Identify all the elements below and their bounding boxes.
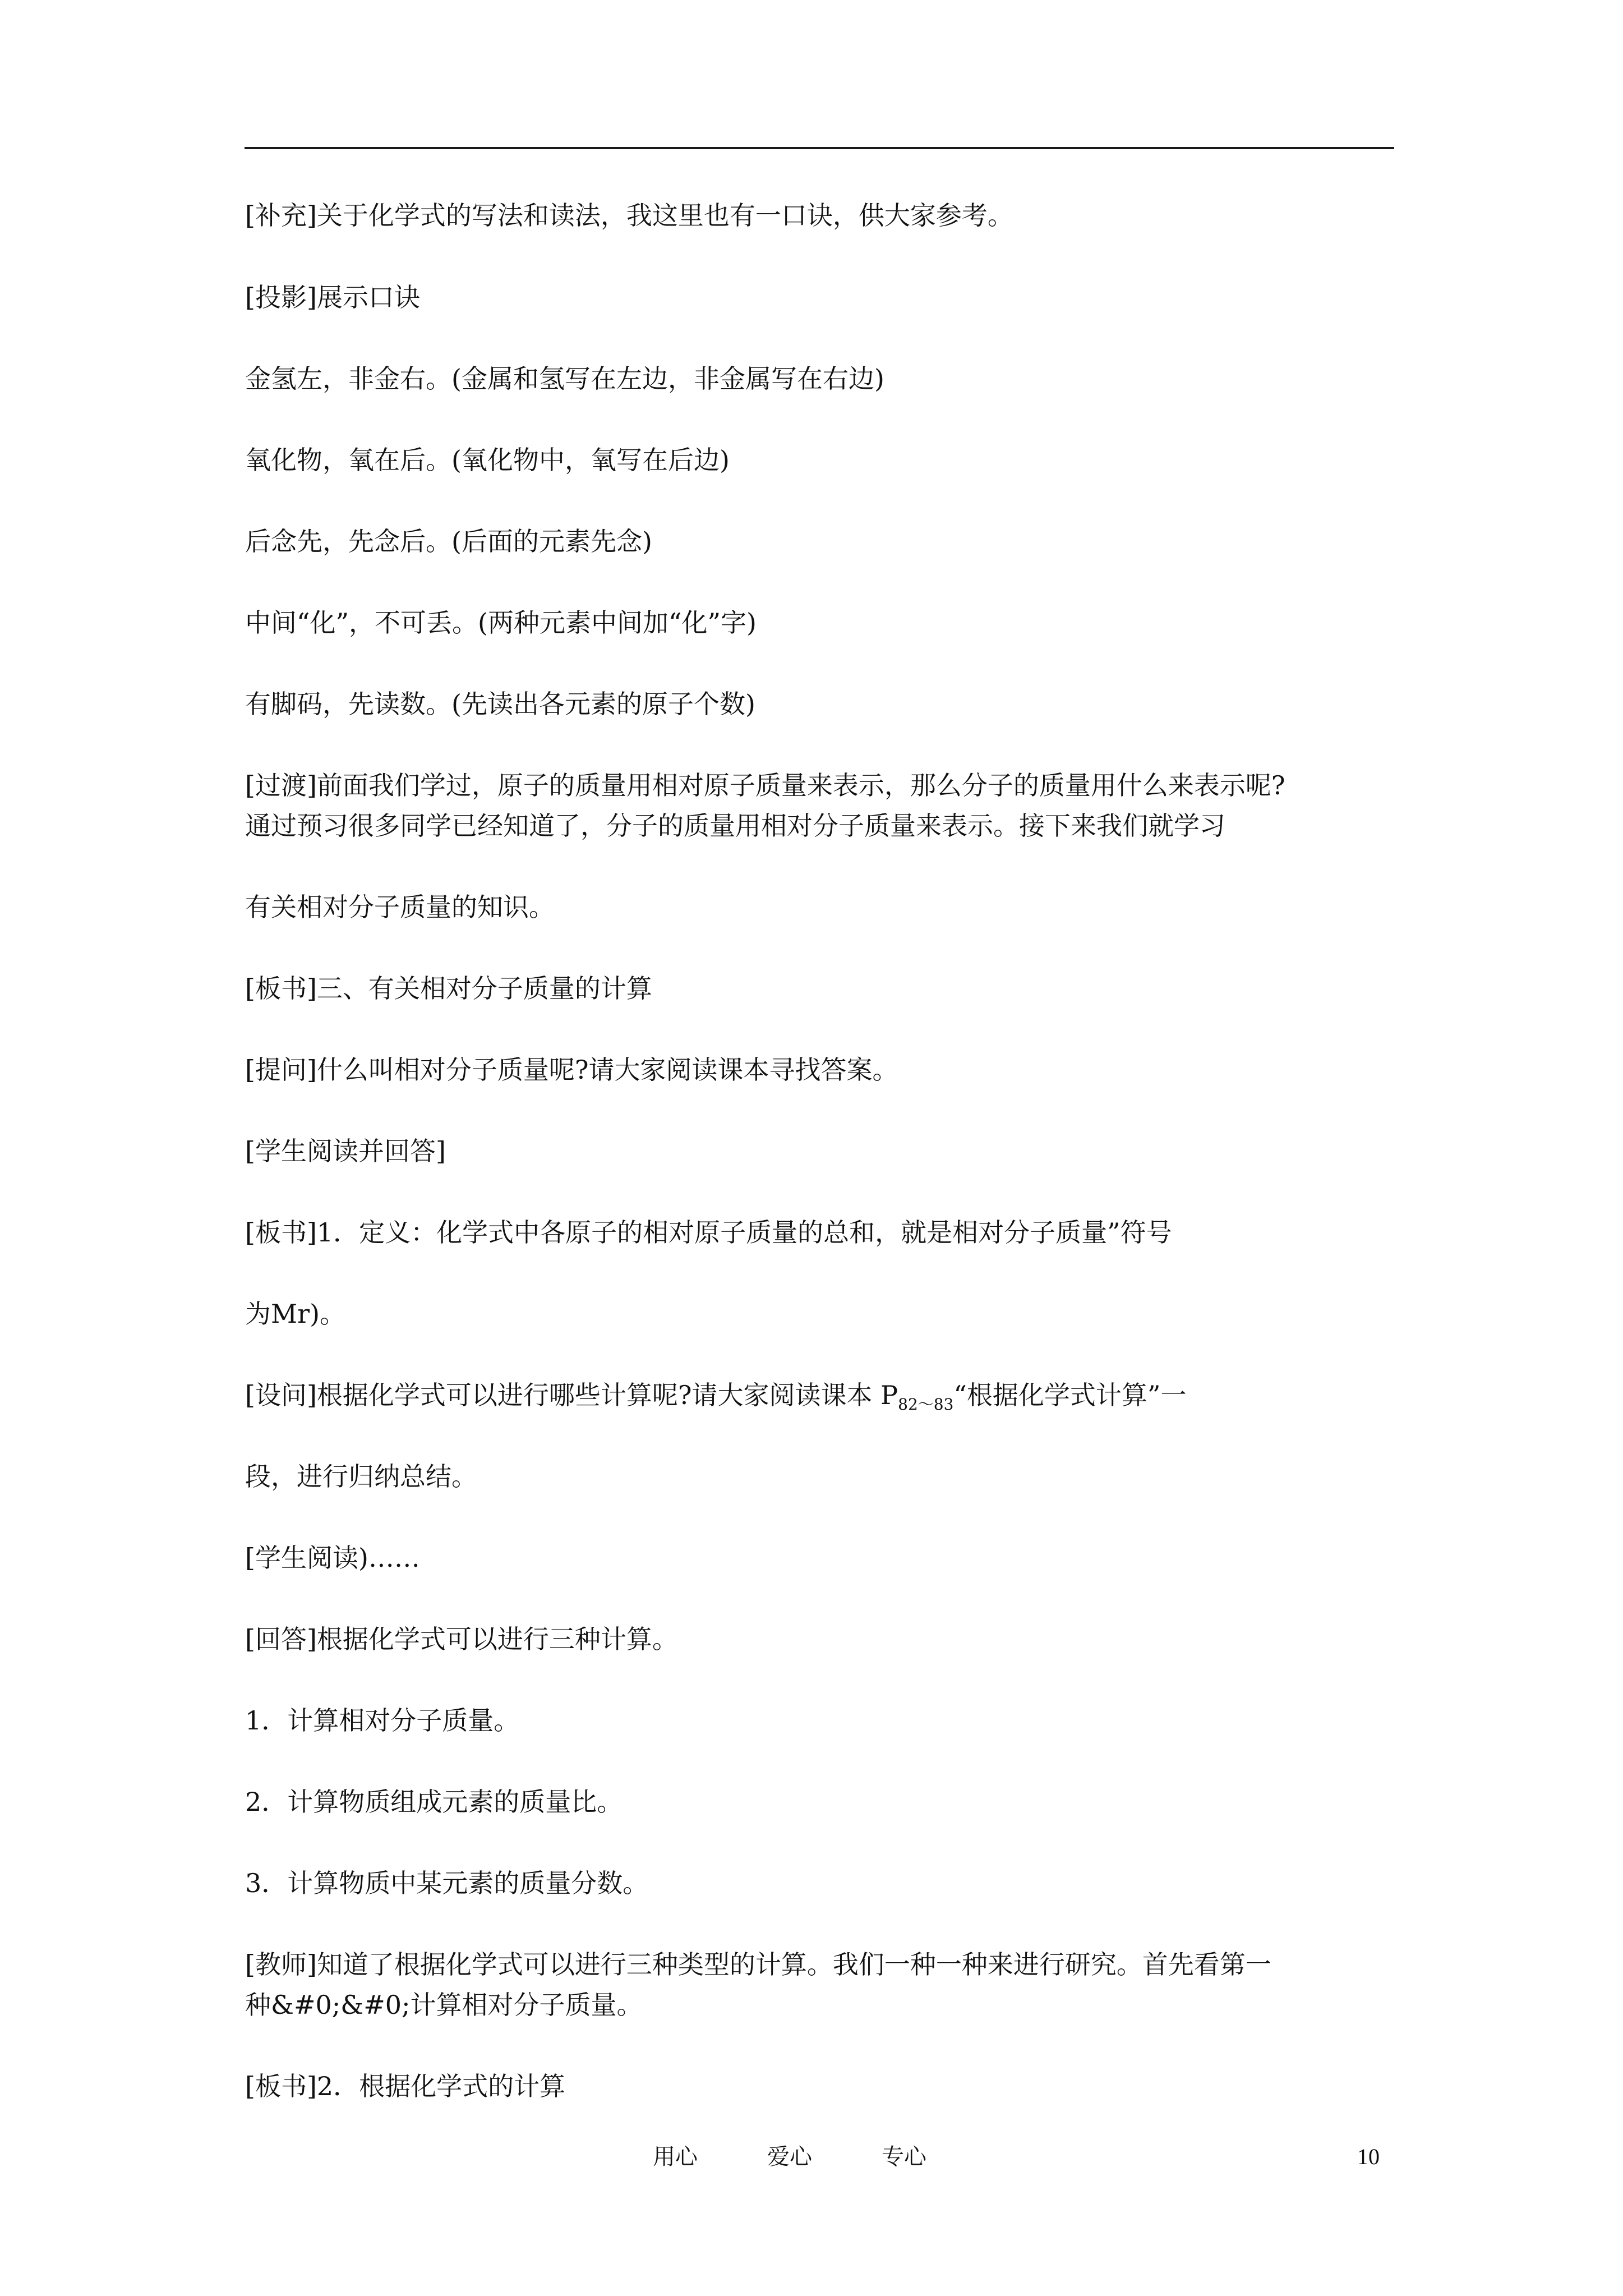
list-item-1: 1．计算相对分子质量。	[245, 1705, 520, 1736]
paragraph-question: [提问]什么叫相对分子质量呢?请大家阅读课本寻找答案。	[245, 1055, 898, 1085]
footer-motto-3: 专心	[882, 2144, 926, 2170]
paragraph-teacher-line-2: 种&#0;&#0;计算相对分子质量。	[245, 1990, 643, 2020]
paragraph-teacher-line-1: [教师]知道了根据化学式可以进行三种类型的计算。我们一种一种来进行研究。首先看第一	[245, 1949, 1271, 1980]
board-heading-3: [板书]三、有关相对分子质量的计算	[245, 973, 652, 1004]
board-definition-line-1: [板书]1．定义：化学式中各原子的相对原子质量的总和，就是相对分子质量”符号	[245, 1217, 1172, 1248]
paragraph-answer: [回答]根据化学式可以进行三种计算。	[245, 1624, 678, 1654]
paragraph-supplement: [补充]关于化学式的写法和读法，我这里也有一口诀，供大家参考。	[245, 200, 1013, 231]
board-heading-2: [板书]2．根据化学式的计算	[245, 2071, 566, 2101]
paragraph-transition-line-1: [过渡]前面我们学过，原子的质量用相对原子质量来表示，那么分子的质量用什么来表示呢?	[245, 770, 1285, 800]
list-item-2: 2．计算物质组成元素的质量比。	[245, 1787, 623, 1817]
paragraph-inquiry-line-2: 段，进行归纳总结。	[245, 1461, 477, 1492]
header-rule	[245, 147, 1394, 149]
rhyme-line-5: 有脚码，先读数。(先读出各元素的原子个数)	[245, 689, 755, 719]
paragraph-projection: [投影]展示口诀	[245, 282, 420, 312]
page-footer	[0, 2140, 1623, 2179]
list-item-3: 3．计算物质中某元素的质量分数。	[245, 1868, 649, 1898]
paragraph-inquiry-line-1	[245, 1378, 1186, 1421]
footer-motto-2: 爱心	[767, 2144, 812, 2170]
footer-motto-1: 用心	[653, 2144, 698, 2170]
paragraph-student-read: [学生阅读并回答]	[245, 1136, 446, 1166]
page-number: 10	[1357, 2144, 1380, 2169]
rhyme-line-3: 后念先，先念后。(后面的元素先念)	[245, 526, 652, 556]
inquiry-text-end: “根据化学式计算”一	[953, 1380, 1187, 1410]
paragraph-transition-line-3: 有关相对分子质量的知识。	[245, 892, 555, 922]
paragraph-student-reading: [学生阅读)……	[245, 1543, 420, 1573]
page-range-subscript: 82～83	[898, 1395, 954, 1414]
rhyme-line-1: 金氢左，非金右。(金属和氢写在左边，非金属写在右边)	[245, 364, 884, 394]
inquiry-text: [设问]根据化学式可以进行哪些计算呢?请大家阅读课本 P	[245, 1380, 898, 1410]
paragraph-transition-line-2: 通过预习很多同学已经知道了，分子的质量用相对分子质量来表示。接下来我们就学习	[245, 811, 1225, 841]
rhyme-line-2: 氧化物，氧在后。(氧化物中，氧写在后边)	[245, 445, 730, 475]
board-definition-line-2: 为Mr)。	[245, 1299, 346, 1329]
rhyme-line-4: 中间“化”，不可丢。(两种元素中间加“化”字)	[245, 608, 757, 638]
